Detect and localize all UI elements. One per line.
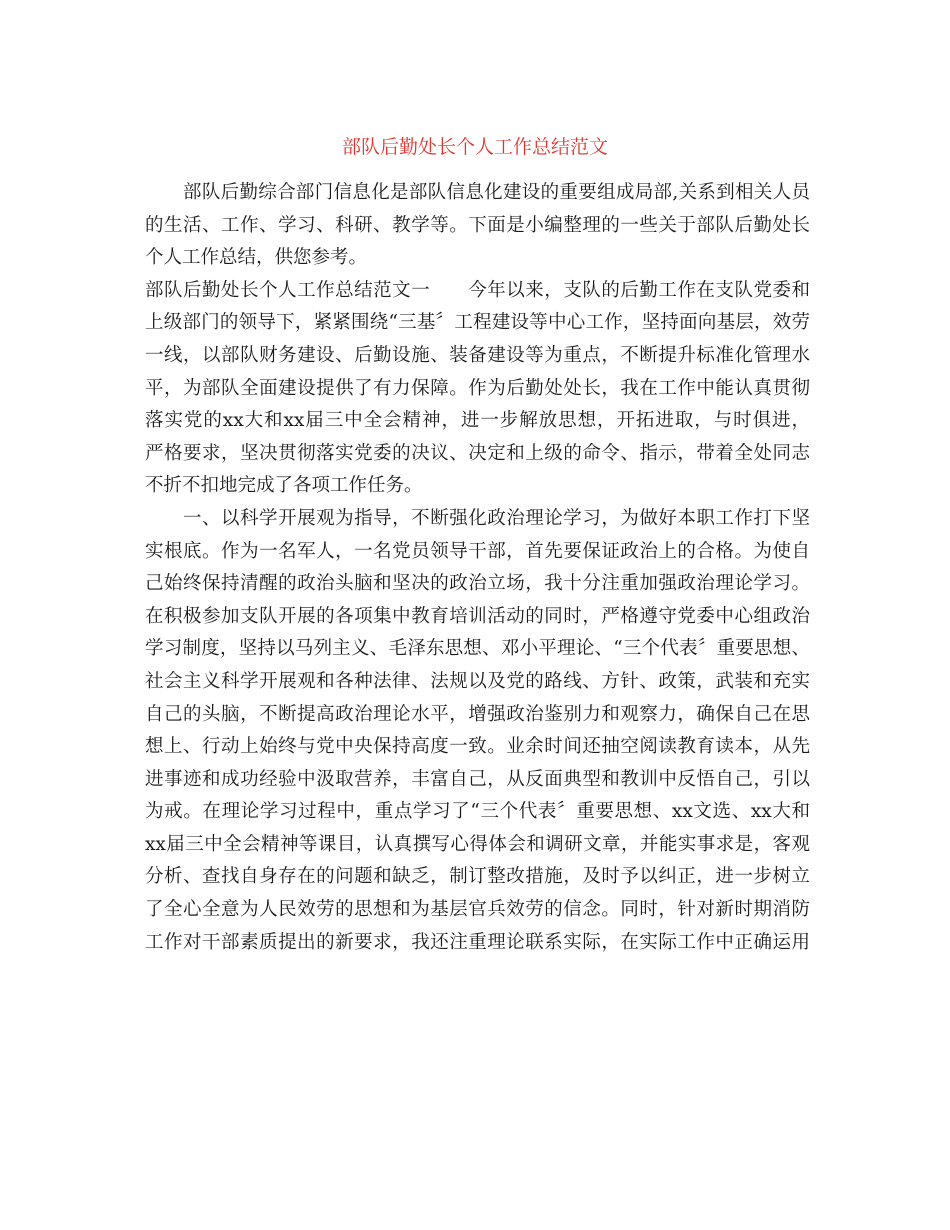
body-line: 上级部门的领导下，紧紧围绕“三基〞工程建设等中心工作，坚持面向基层，效劳 [145,312,810,334]
body-line: 工作对干部素质提出的新要求，我还注重理论联系实际，在实际工作中正确运用 [145,931,810,953]
document-body [145,177,810,959]
body-line: 为戒。在理论学习过程中，重点学习了“三个代表〞重要思想、xx文选、xx大和 [145,801,810,823]
body-line: 不折不扣地完成了各项工作任务。 [145,475,423,497]
document-title: 部队后勤处长个人工作总结范文 [341,136,608,158]
body-line: 平，为部队全面建设提供了有力保障。作为后勤处处长，我在工作中能认真贯彻 [145,377,810,399]
body-line: 想上、行动上始终与党中央保持高度一致。业余时间还抽空阅读教育读本，从先 [145,736,810,758]
body-line: 的生活、工作、学习、科研、教学等。下面是小编整理的一些关于部队后勤处长 [145,214,810,236]
body-line: 落实党的xx大和xx届三中全会精神，进一步解放思想，开拓进取，与时俱进， [145,410,810,432]
body-line: 部队后勤处长个人工作总结范文一 今年以来，支队的后勤工作在支队党委和 [145,279,810,301]
body-line: 分析、查找自身存在的问题和缺乏，制订整改措施，及时予以纠正，进一步树立 [145,866,810,888]
body-line: 在积极参加支队开展的各项集中教育培训活动的同时，严格遵守党委中心组政治 [145,605,810,627]
body-line: 实根底。作为一名军人，一名党员领导干部，首先要保证政治上的合格。为使自 [145,540,810,562]
body-line: 社会主义科学开展观和各种法律、法规以及党的路线、方针、政策，武装和充实 [145,670,810,692]
body-line: 了全心全意为人民效劳的思想和为基层官兵效劳的信念。同时，针对新时期消防 [145,899,810,921]
body-line: 己始终保持清醒的政治头脑和坚决的政治立场，我十分注重加强政治理论学习。 [145,573,810,595]
body-line: 自己的头脑，不断提高政治理论水平，增强政治鉴别力和观察力，确保自己在思 [145,703,810,725]
body-line: 部队后勤综合部门信息化是部队信息化建设的重要组成局部,关系到相关人员 [183,182,810,203]
body-line: 进事迹和成功经验中汲取营养，丰富自己，从反面典型和教训中反悟自己，引以 [145,768,810,790]
body-line: 学习制度，坚持以马列主义、毛泽东思想、邓小平理论、“三个代表〞重要思想、 [145,638,810,660]
body-line: 个人工作总结，供您参考。 [145,247,368,269]
body-line: 严格要求，坚决贯彻落实党委的决议、决定和上级的命令、指示，带着全处同志 [145,442,810,464]
body-line: xx届三中全会精神等课目，认真撰写心得体会和调研文章，并能实事求是，客观 [145,833,810,855]
body-line: 一、以科学开展观为指导，不断强化政治理论学习，为做好本职工作打下坚 [183,507,810,529]
body-line: 一线，以部队财务建设、后勤设施、装备建设等为重点，不断提升标准化管理水 [145,344,810,366]
